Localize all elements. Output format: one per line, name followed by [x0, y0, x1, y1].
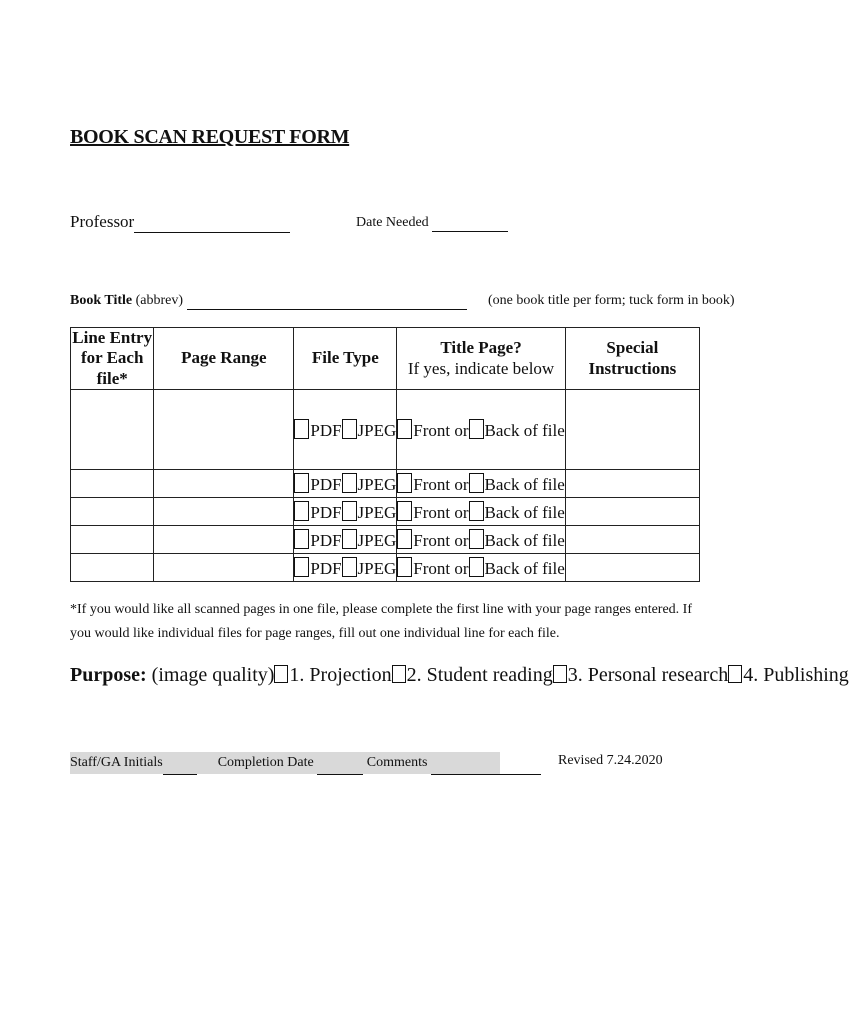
title-page-cell: Front or Back of file: [397, 554, 566, 582]
form-title: BOOK SCAN REQUEST FORM: [70, 126, 350, 148]
line-entry-cell[interactable]: [71, 390, 154, 470]
table-row: [71, 498, 700, 526]
page-range-cell[interactable]: [154, 526, 294, 554]
jpeg-checkbox[interactable]: [342, 501, 357, 521]
purpose-qualifier: (image quality): [151, 664, 275, 686]
jpeg-checkbox[interactable]: [342, 529, 357, 549]
back-checkbox[interactable]: [469, 529, 484, 549]
book-title-suffix: (abbrev): [135, 293, 184, 308]
comments-field[interactable]: [431, 752, 541, 775]
file-type-cell: PDF JPEG: [294, 498, 397, 526]
professor-field[interactable]: [134, 212, 290, 233]
staff-use-bar: [70, 752, 500, 774]
page-range-cell[interactable]: [154, 470, 294, 498]
scan-request-table: [70, 327, 700, 582]
special-instructions-cell[interactable]: [565, 554, 699, 582]
line-entry-cell[interactable]: [71, 526, 154, 554]
pdf-checkbox[interactable]: [294, 529, 309, 549]
jpeg-checkbox[interactable]: [342, 473, 357, 493]
front-checkbox[interactable]: [397, 419, 412, 439]
front-checkbox[interactable]: [397, 473, 412, 493]
professor-row: [70, 212, 290, 233]
page-range-cell[interactable]: [154, 498, 294, 526]
special-instructions-cell[interactable]: [565, 498, 699, 526]
pdf-checkbox[interactable]: [294, 557, 309, 577]
comments-label: Comments: [366, 755, 428, 770]
pdf-checkbox[interactable]: [294, 419, 309, 439]
date-needed-field[interactable]: [432, 215, 508, 232]
book-title-field[interactable]: [187, 293, 467, 310]
line-entry-cell[interactable]: [71, 470, 154, 498]
staff-initials-label: Staff/GA Initials: [70, 755, 163, 770]
completion-date-field[interactable]: [317, 752, 363, 775]
table-row: [71, 526, 700, 554]
line-entry-cell[interactable]: [71, 554, 154, 582]
date-needed-row: [356, 215, 508, 232]
file-type-cell: PDF JPEG: [294, 390, 397, 470]
table-header-row: [71, 328, 700, 390]
purpose-publishing-checkbox[interactable]: [728, 665, 742, 683]
purpose-label: Purpose:: [70, 664, 147, 686]
file-type-cell: PDF JPEG: [294, 554, 397, 582]
purpose-projection-checkbox[interactable]: [274, 665, 288, 683]
header-line-entry: Line Entry for Each file*: [72, 328, 153, 388]
revised-date: Revised 7.24.2020: [558, 753, 663, 768]
date-needed-label: Date Needed: [356, 215, 429, 230]
pdf-checkbox[interactable]: [294, 501, 309, 521]
table-row: [71, 554, 700, 582]
pdf-checkbox[interactable]: [294, 473, 309, 493]
special-instructions-cell[interactable]: [565, 526, 699, 554]
jpeg-checkbox[interactable]: [342, 557, 357, 577]
front-checkbox[interactable]: [397, 529, 412, 549]
title-page-cell: Front or Back of file: [397, 470, 566, 498]
header-page-range: Page Range: [154, 328, 294, 390]
book-title-note: (one book title per form; tuck form in book): [488, 293, 735, 308]
table-row: [71, 470, 700, 498]
line-entry-cell[interactable]: [71, 498, 154, 526]
page-range-cell[interactable]: [154, 554, 294, 582]
header-title-page: Title Page? If yes, indicate below: [397, 328, 566, 390]
staff-initials-field[interactable]: [163, 752, 197, 775]
professor-label: Professor: [70, 212, 135, 231]
title-page-cell: Front or Back of file: [397, 526, 566, 554]
front-checkbox[interactable]: [397, 501, 412, 521]
front-checkbox[interactable]: [397, 557, 412, 577]
file-type-cell: PDF JPEG: [294, 470, 397, 498]
file-type-cell: PDF JPEG: [294, 526, 397, 554]
jpeg-checkbox[interactable]: [342, 419, 357, 439]
back-checkbox[interactable]: [469, 501, 484, 521]
completion-date-label: Completion Date: [217, 755, 314, 770]
header-special-instructions: Special Instructions: [565, 328, 699, 390]
title-page-cell: Front or Back of file: [397, 390, 566, 470]
back-checkbox[interactable]: [469, 419, 484, 439]
special-instructions-cell[interactable]: [565, 390, 699, 470]
purpose-student-reading-checkbox[interactable]: [392, 665, 406, 683]
table-row: [71, 390, 700, 470]
footnote: *If you would like all scanned pages in one file, please complete the first line with your page ranges entered. If you would like individual files for page ranges, fill out one individual line for each file.: [70, 602, 693, 641]
book-title-label: Book Title: [70, 293, 133, 308]
purpose-row: Purpose: (image quality) 1. Projection 2. Student reading 3. Personal research 4. Publishing: [70, 664, 849, 686]
back-checkbox[interactable]: [469, 557, 484, 577]
purpose-personal-research-checkbox[interactable]: [553, 665, 567, 683]
special-instructions-cell[interactable]: [565, 470, 699, 498]
title-page-cell: Front or Back of file: [397, 498, 566, 526]
book-title-row: [70, 293, 467, 310]
back-checkbox[interactable]: [469, 473, 484, 493]
header-file-type: File Type: [294, 328, 397, 390]
page-range-cell[interactable]: [154, 390, 294, 470]
